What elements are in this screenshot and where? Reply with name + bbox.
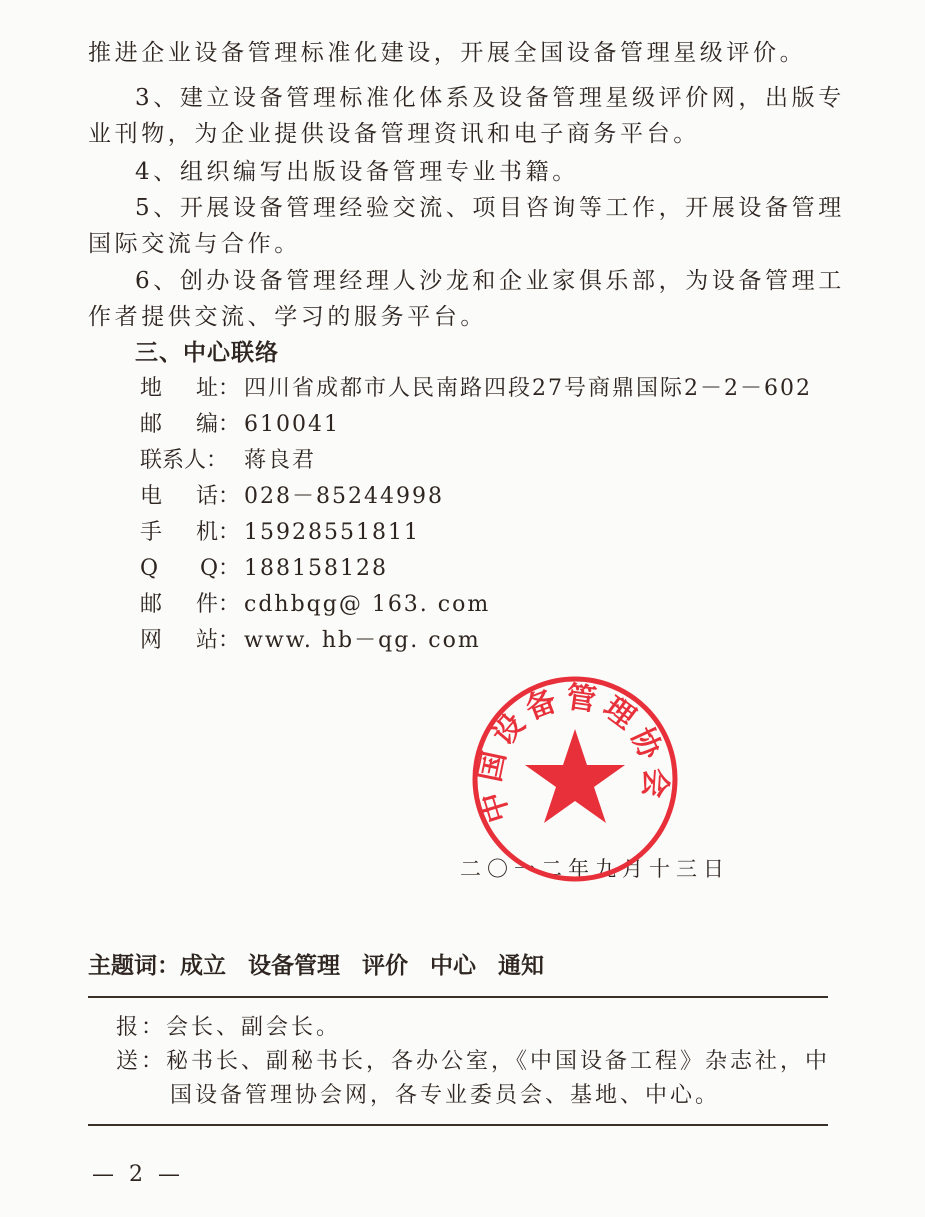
contact-person-label: 联系人：: [140, 448, 229, 473]
keyword: 成立: [180, 953, 226, 979]
star-icon: [525, 729, 625, 823]
body-line-8: 作者提供交流、学习的服务平台。: [88, 304, 487, 330]
report-value: 会长、副会长。: [166, 1015, 342, 1040]
contact-postcode-label: 邮 编：: [140, 412, 240, 437]
keywords-label: 主题词：: [88, 953, 180, 979]
contact-email: [140, 590, 490, 620]
divider-top: [88, 996, 828, 998]
report-to: [116, 1013, 341, 1043]
subject-keywords: [88, 951, 566, 981]
contact-website-value[interactable]: www. hb－qg. com: [244, 628, 481, 653]
seal-icon: [463, 673, 688, 888]
section-heading: 三、中心联络: [135, 340, 279, 366]
body-line-2: 3、建立设备管理标准化体系及设备管理星级评价网，出版专: [135, 85, 845, 111]
issue-date: 二〇一二年九月十三日: [460, 857, 730, 881]
body-line-4: 4、组织编写出版设备管理专业书籍。: [135, 159, 579, 185]
contact-phone-label: 电 话：: [140, 484, 240, 509]
contact-address-label: 地 址：: [140, 376, 240, 401]
body-line-3: 业刊物，为企业提供设备管理资讯和电子商务平台。: [88, 121, 700, 147]
official-seal: [463, 673, 688, 888]
contact-person-value: 蒋良君: [244, 448, 317, 473]
body-line-5: 5、开展设备管理经验交流、项目咨询等工作，开展设备管理: [135, 195, 845, 221]
contact-email-value[interactable]: cdhbqg@ 163. com: [244, 592, 491, 617]
contact-phone-value: 028－85244998: [244, 484, 444, 509]
divider-bottom: [88, 1124, 828, 1126]
contact-address-value: 四川省成都市人民南路四段27号商鼎国际2－2－602: [244, 376, 812, 401]
contact-address: [140, 374, 812, 404]
seal-text: 中国设备管理协会: [472, 679, 673, 827]
body-line-7: 6、创办设备管理经理人沙龙和企业家俱乐部，为设备管理工: [135, 268, 845, 294]
send-label: 送：: [116, 1049, 167, 1074]
contact-person: [140, 446, 316, 476]
send-value-line1: 秘书长、副秘书长，各办公室，《中国设备工程》杂志社，中: [166, 1049, 831, 1074]
contact-mobile: [140, 518, 420, 548]
body-line-1: 推进企业设备管理标准化建设，开展全国设备管理星级评价。: [88, 40, 807, 66]
send-value-line2: 国设备管理协会网，各专业委员会、基地、中心。: [170, 1083, 721, 1108]
contact-website-label: 网 站：: [140, 628, 240, 653]
keyword: 中心: [430, 953, 476, 979]
keyword: 设备管理: [248, 953, 340, 979]
contact-postcode: [140, 410, 340, 440]
contact-phone: [140, 482, 444, 512]
contact-website: [140, 626, 481, 656]
contact-qq-value: 188158128: [244, 556, 388, 581]
contact-mobile-label: 手 机：: [140, 520, 240, 545]
contact-email-label: 邮 件：: [140, 592, 240, 617]
report-label: 报：: [116, 1015, 167, 1040]
send-to: [116, 1047, 830, 1077]
keyword: 通知: [498, 953, 544, 979]
contact-postcode-value: 610041: [244, 412, 340, 437]
contact-qq: [140, 554, 388, 584]
page-number: — 2 —: [92, 1162, 184, 1187]
body-line-6: 国际交流与合作。: [88, 231, 301, 257]
contact-qq-label: Q Q：: [140, 556, 240, 581]
contact-mobile-value: 15928551811: [244, 520, 420, 545]
keyword: 评价: [362, 953, 408, 979]
